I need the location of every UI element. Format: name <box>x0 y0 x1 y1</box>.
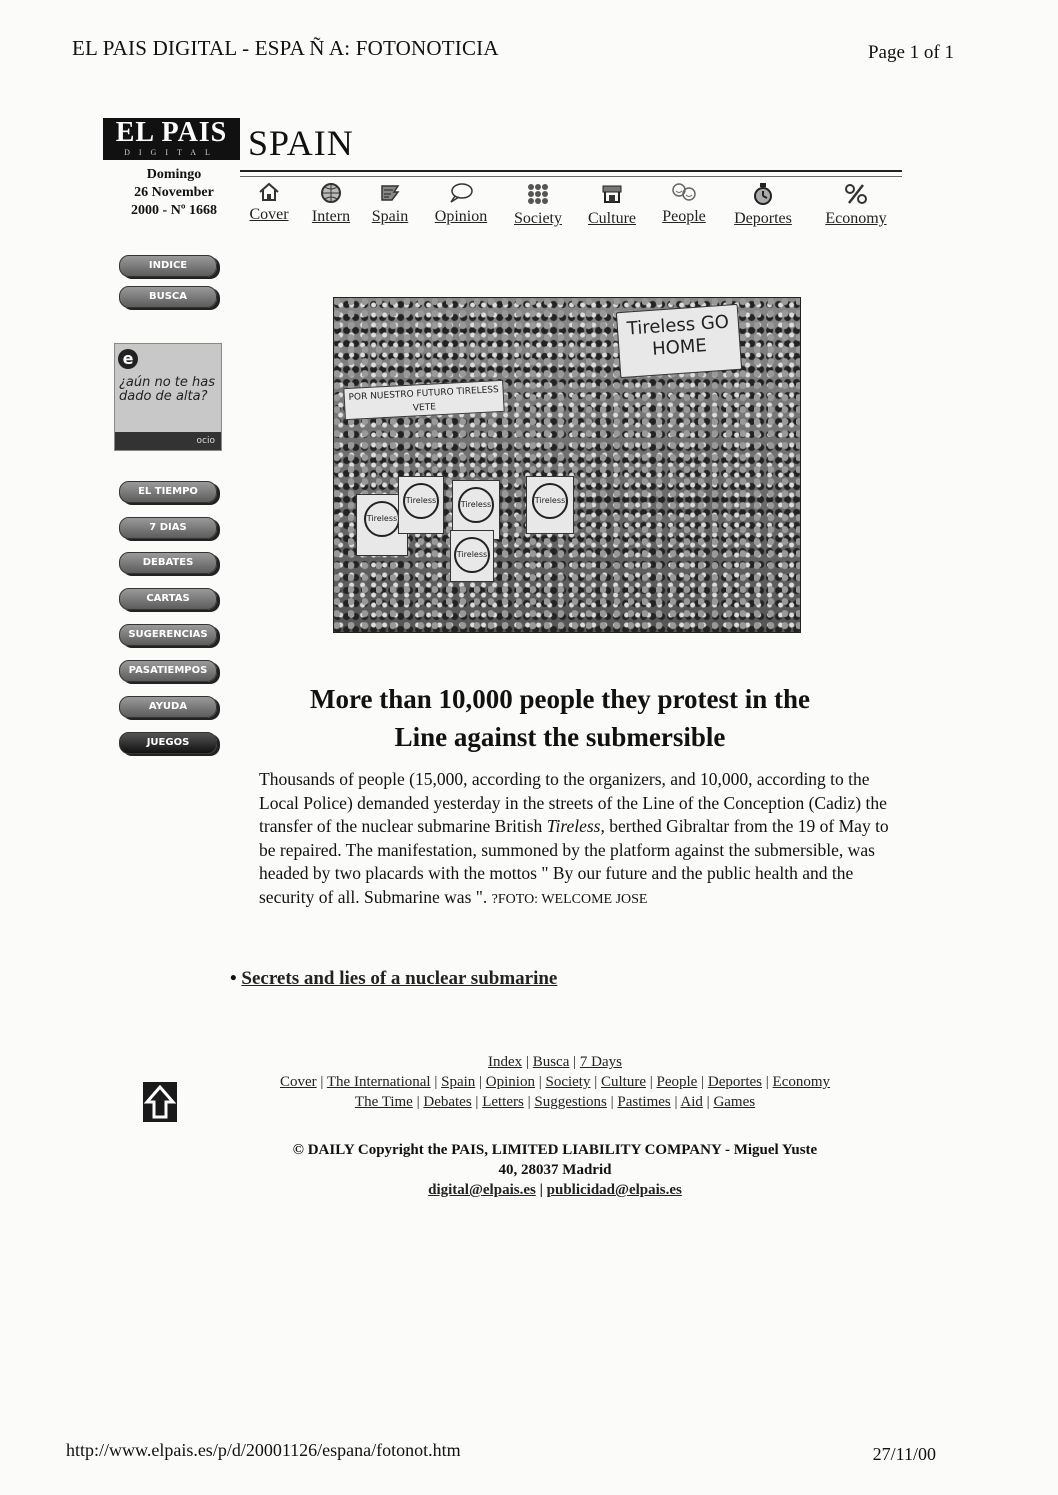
edition-number: 2000 - Nº 1668 <box>131 203 217 218</box>
footer-link-aid[interactable]: Aid <box>680 1094 703 1110</box>
footer-row-2: Cover | The International | Spain | Opinion | Society | Culture | People | Deportes | Economy <box>279 1074 831 1090</box>
nav-people[interactable]: People <box>656 182 712 226</box>
footer-link-international[interactable]: The International <box>326 1074 431 1090</box>
footer-links <box>225 1052 885 1112</box>
edition-day: Domingo <box>146 167 202 182</box>
sidebar-button-ayuda[interactable]: AYUDA <box>119 696 217 718</box>
sidebar-button-pasatiempos[interactable]: PASATIEMPOS <box>119 660 217 682</box>
contact-emails: digital@elpais.es | publicidad@elpais.es <box>428 1182 682 1198</box>
sidebar-button-sugerencias[interactable]: SUGERENCIAS <box>119 624 217 646</box>
footer-link-games[interactable]: Games <box>713 1094 756 1110</box>
placard-5: Tireless <box>526 476 574 534</box>
print-footer-date: 27/11/00 <box>872 1444 936 1464</box>
placard-4: Tireless <box>450 530 494 582</box>
nav-economy[interactable]: Economy <box>820 182 892 228</box>
faces-icon <box>671 182 697 204</box>
footer-link-deportes[interactable]: Deportes <box>707 1074 763 1090</box>
footer-row-3: The Time | Debates | Letters | Suggestions | Pastimes | Aid | Games <box>354 1094 756 1110</box>
promo-text: ¿aún no te has dado de alta? <box>119 375 216 404</box>
placard-1: Tireless <box>356 494 408 556</box>
footer-link-the-time[interactable]: The Time <box>354 1094 413 1110</box>
print-footer-url: http://www.elpais.es/p/d/20001126/espana/fotonot.htm <box>66 1440 461 1460</box>
sidebar-button-busca[interactable]: BUSCA <box>119 286 217 308</box>
headline-line-1: More than 10,000 people they protest in the <box>310 684 810 714</box>
tireless-go-home-banner: Tireless GO HOME <box>616 304 742 378</box>
copyright-line-2: 40, 28037 Madrid <box>498 1162 612 1178</box>
headline-line-2: Line against the submersible <box>394 722 726 752</box>
sidebar-button-juegos[interactable]: JUEGOS <box>119 732 217 754</box>
edition-date: 26 November <box>134 185 214 200</box>
header-divider <box>240 170 902 177</box>
spain-icon <box>379 182 401 204</box>
sidebar-button-el-tiempo[interactable]: EL TIEMPO <box>119 481 217 503</box>
people-grid-icon <box>526 182 550 206</box>
stopwatch-icon <box>752 182 774 206</box>
e-logo-icon: e <box>118 349 138 369</box>
footer-link-suggestions[interactable]: Suggestions <box>534 1094 607 1110</box>
footer-link-culture[interactable]: Culture <box>601 1074 646 1090</box>
house-icon <box>258 182 280 202</box>
body-italic: Tireless, <box>546 816 605 836</box>
article-body <box>259 768 899 911</box>
email-publicidad-link[interactable]: publicidad@elpais.es <box>546 1182 682 1198</box>
placard-3: Tireless <box>452 480 500 540</box>
section-title: SPAIN <box>248 123 354 163</box>
placard-2: Tireless <box>398 476 444 534</box>
nav-intern[interactable]: Intern <box>306 182 356 226</box>
nav-deportes[interactable]: Deportes <box>730 182 796 228</box>
theater-icon <box>600 182 624 206</box>
footer-link-index[interactable]: Index <box>488 1054 523 1070</box>
nav-spain[interactable]: Spain <box>368 182 412 226</box>
sidebar-button-cartas[interactable]: CARTAS <box>119 588 217 610</box>
sidebar-button-indice[interactable]: INDICE <box>119 255 217 277</box>
footer-link-debates[interactable]: Debates <box>423 1094 472 1110</box>
footer-link-letters[interactable]: Letters <box>482 1094 524 1110</box>
footer-link-cover[interactable]: Cover <box>279 1074 317 1090</box>
body-text-continued: berthed Gibraltar from the 19 of May to be repaired. The manifestation, summoned by the platform against the submersible, was headed by two placards with the mottos " By our future and the public health and the security of all. Submarine was ". <box>259 816 889 907</box>
footer-link-7-days[interactable]: 7 Days <box>579 1054 622 1070</box>
copyright-block <box>225 1140 885 1200</box>
up-arrow-icon <box>143 1082 177 1122</box>
nav-opinion[interactable]: Opinion <box>430 182 492 226</box>
footer-link-economy[interactable]: Economy <box>772 1074 831 1090</box>
nav-cover[interactable]: Cover <box>246 182 292 224</box>
footer-link-spain[interactable]: Spain <box>441 1074 476 1090</box>
copyright-line-1: © DAILY Copyright the PAIS, LIMITED LIABILITY COMPANY - Miguel Yuste <box>292 1142 818 1158</box>
sidebar-button-7-dias[interactable]: 7 DIAS <box>119 517 217 539</box>
related-article: • Secrets and lies of a nuclear submarine <box>230 968 558 989</box>
protest-photo <box>333 297 801 633</box>
footer-link-opinion[interactable]: Opinion <box>485 1074 535 1090</box>
footer-link-society[interactable]: Society <box>545 1074 591 1090</box>
el-pais-logo[interactable] <box>103 118 240 160</box>
logo-text: EL PAIS <box>115 117 228 148</box>
print-header-title: EL PAIS DIGITAL - ESPA Ñ A: FOTONOTICIA <box>72 36 499 60</box>
footer-link-people[interactable]: People <box>656 1074 698 1090</box>
sidebar-button-debates[interactable]: DEBATES <box>119 552 217 574</box>
article-headline <box>240 680 880 756</box>
section-nav <box>246 182 906 242</box>
footer-link-busca[interactable]: Busca <box>532 1054 570 1070</box>
signup-promo-banner[interactable] <box>114 343 222 451</box>
percent-icon <box>843 182 869 206</box>
nav-society[interactable]: Society <box>510 182 566 228</box>
logo-subtext: DIGITAL <box>124 148 219 157</box>
speech-bubble-icon <box>448 182 474 204</box>
email-digital-link[interactable]: digital@elpais.es <box>428 1182 536 1198</box>
edition-info <box>108 166 240 220</box>
promo-bar: ocio <box>115 432 221 450</box>
back-to-top-button[interactable] <box>143 1082 177 1122</box>
body-text: Thousands of people (15,000, according to the organizers, and 10,000, according to the Local Police) demanded yesterday in the streets of the Line of the Conception (Cadiz) the transfer of the nuclear submarine British <box>259 769 887 836</box>
nav-culture[interactable]: Culture <box>584 182 640 228</box>
footer-row-1: Index | Busca | 7 Days <box>488 1054 622 1070</box>
footer-link-pastimes[interactable]: Pastimes <box>617 1094 671 1110</box>
related-article-link[interactable]: Secrets and lies of a nuclear submarine <box>241 968 558 989</box>
protest-banner: POR NUESTRO FUTURO TIRELESS VETE <box>343 380 504 420</box>
photo-credit: ?FOTO: WELCOME JOSE <box>491 891 648 907</box>
globe-icon <box>319 182 343 204</box>
print-page-number: Page 1 of 1 <box>867 42 954 63</box>
